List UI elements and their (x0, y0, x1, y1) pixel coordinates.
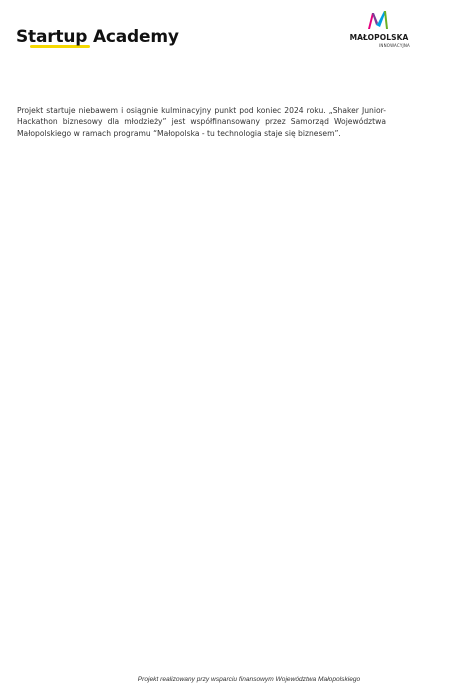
page-header (0, 0, 452, 70)
brand-title: Startup Academy (16, 27, 179, 47)
malopolska-logo-icon (366, 9, 392, 31)
logo-name: MAŁOPOLSKA (349, 33, 409, 42)
malopolska-logo (344, 9, 414, 51)
logo-tagline: INNOWACYJNA (379, 43, 410, 48)
footer-note: Projekt realizowany przy wsparciu finansowym Województwa Małopolskiego (137, 676, 361, 683)
body-paragraph: Projekt startuje niebawem i osiągnie kulminacyjny punkt pod koniec 2024 roku. „Shaker Junior-Hackathon biznesowy dla młodzieży” jest współfinansowany przez Samorząd Województwa Małopolskiego w ramach programu “Małopolska - tu technologia staje się biznesem”. (17, 106, 386, 138)
